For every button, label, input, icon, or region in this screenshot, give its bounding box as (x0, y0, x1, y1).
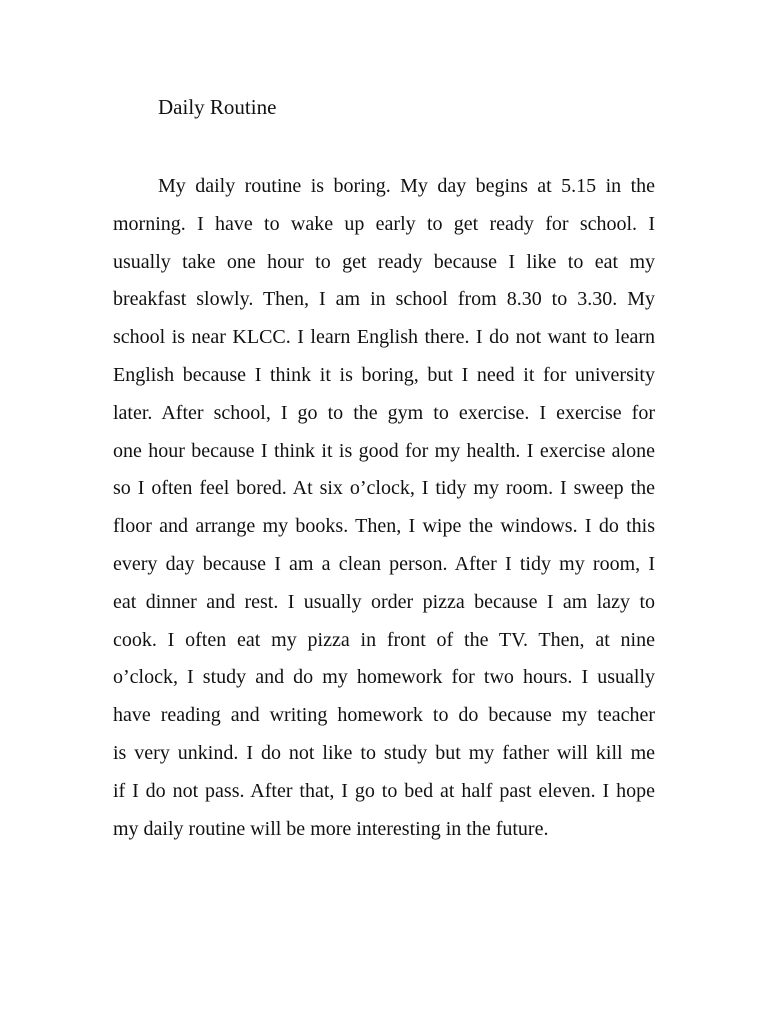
body-line: every day because I am a clean person. After I tidy my room, I (113, 552, 655, 575)
body-line: have reading and writing homework to do because my teacher (113, 704, 655, 727)
body-line: eat dinner and rest. I usually order pizza because I am lazy to (113, 590, 655, 613)
body-line: later. After school, I go to the gym to exercise. I exercise for (113, 401, 655, 424)
body-line: floor and arrange my books. Then, I wipe the windows. I do this (113, 515, 655, 538)
document-body (113, 168, 655, 848)
body-line: if I do not pass. After that, I go to bed at half past eleven. I hope (113, 779, 655, 802)
body-line: breakfast slowly. Then, I am in school from 8.30 to 3.30. My (113, 288, 655, 311)
document-title: Daily Routine (158, 95, 277, 119)
body-line: so I often feel bored. At six o’clock, I tidy my room. I sweep the (113, 477, 655, 500)
body-line: is very unkind. I do not like to study but my father will kill me (113, 741, 655, 764)
body-line: o’clock, I study and do my homework for two hours. I usually (113, 666, 655, 689)
body-line: school is near KLCC. I learn English there. I do not want to learn (113, 326, 655, 349)
body-line: morning. I have to wake up early to get ready for school. I (113, 212, 655, 235)
body-line: one hour because I think it is good for my health. I exercise alone (113, 439, 655, 462)
body-line: usually take one hour to get ready because I like to eat my (113, 250, 655, 273)
body-line: my daily routine will be more interesting in the future. (113, 817, 549, 840)
body-line: My daily routine is boring. My day begins at 5.15 in the (158, 175, 655, 197)
body-line: cook. I often eat my pizza in front of the TV. Then, at nine (113, 628, 655, 651)
body-line: English because I think it is boring, but I need it for university (113, 363, 655, 386)
